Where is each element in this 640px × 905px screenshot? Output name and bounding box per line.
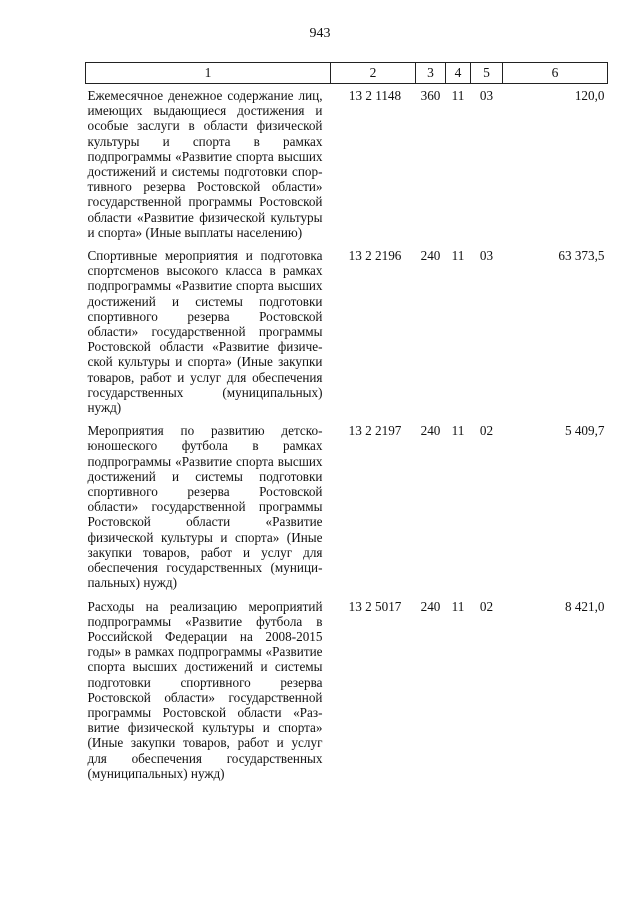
row-expense-type: 360 — [420, 88, 441, 103]
table-row — [86, 244, 608, 419]
row-section: 11 — [451, 423, 465, 439]
row-subsection: 02 — [479, 423, 494, 439]
row-section: 11 — [451, 88, 465, 103]
page-number: 943 — [309, 26, 331, 41]
row-section: 11 — [451, 598, 465, 614]
budget-table — [85, 62, 608, 785]
row-subsection: 02 — [479, 598, 494, 614]
row-name: Спортивные мероприятия и подготовка спортсменов высокого класса в рамках подпрограммы «Развитие спорта высших достижений и системы подготовки спортивного резерва Ростовской области» государственной программы Ростовской области «Развитие физической культуры и спорта» (Иные закупки товаров, работ и услуг для обеспечения государственных (муниципальных) нужд) — [87, 248, 323, 416]
row-target-article: 13 2 1148 — [348, 88, 402, 103]
column-header-section: 4 — [446, 63, 471, 84]
table-row — [86, 84, 608, 245]
column-header-expense-type: 3 — [416, 63, 446, 84]
table-row — [86, 595, 608, 785]
row-expense-type: 240 — [420, 598, 441, 614]
row-name: Ежемесячное денежное содержание лиц, имеющих выдающиеся достижения и особые заслуги в области физической культуры и спорта в рамках подпрограммы «Развитие спорта высших достижений и системы подготовки спортивного резерва Ростовской области» государственной программы Ростовской области «Развитие физической культуры и спорта» (Иные выплаты населению) — [87, 88, 323, 240]
row-expense-type: 240 — [420, 248, 441, 264]
row-subsection: 03 — [479, 88, 494, 103]
row-target-article: 13 2 2197 — [348, 423, 402, 439]
table-body — [86, 84, 608, 785]
table-header — [86, 63, 608, 84]
row-amount: 120,0 — [574, 88, 605, 103]
row-section: 11 — [451, 248, 465, 264]
table-row — [86, 419, 608, 594]
column-header-target-article: 2 — [331, 63, 416, 84]
row-target-article: 13 2 2196 — [348, 248, 402, 264]
row-target-article: 13 2 5017 — [348, 598, 402, 614]
row-subsection: 03 — [479, 248, 494, 264]
row-amount: 8 421,0 — [564, 598, 605, 614]
row-name: Расходы на реализацию мероприятий подпрограммы «Развитие футбола в Российской Федерации на 2008-2015 годы» в рамках подпрограммы «Развитие спорта высших достижений и системы подготовки спортивного резерва Ростовской области» государственной программы Ростовской области «Развитие физической культуры и спорта» (Иные закупки товаров, работ и услуг для обеспечения государственных (муниципальных) нужд) — [87, 598, 323, 781]
row-expense-type: 240 — [420, 423, 441, 439]
row-amount: 63 373,5 — [558, 248, 605, 264]
row-amount: 5 409,7 — [564, 423, 605, 439]
column-header-subsection: 5 — [471, 63, 503, 84]
row-name: Мероприятия по развитию детско-юношеского футбола в рамках подпрограммы «Развитие спорта высших достижений и системы подготовки спортивного резерва Ростовской области» государственной программы Ростовской области «Развитие физической культуры и спорта» (Иные закупки товаров, работ и услуг для обеспечения государственных (муниципальных) нужд) — [87, 423, 323, 591]
column-header-name: 1 — [86, 63, 331, 84]
column-header-amount: 6 — [503, 63, 608, 84]
header-row — [86, 63, 608, 84]
